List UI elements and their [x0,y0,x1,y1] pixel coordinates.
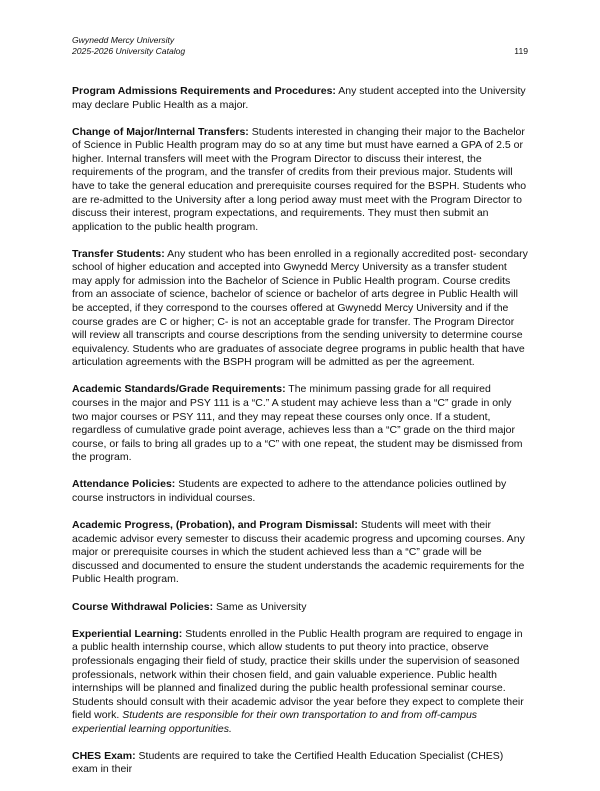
header-university: Gwynedd Mercy University [72,35,175,45]
section-title: Course Withdrawal Policies: [72,600,214,613]
section-text: Any student accepted into the University may declare Public Health as a major. [72,85,526,111]
page-body [72,85,528,791]
section-text: Any student who has been enrolled in a regionally accredited post- secondary school of higher education and accepted into Gwynedd Mercy University as a transfer student may apply for admission into the Bachelor of Science in Public Health program. Course credits from an associate of science, bachelor of science or bachelor of arts degree in Public Health will be accepted, if they correspond to the courses offered at Gwynedd Mercy University and if the course grades are C or higher; C- is not an acceptable grade for transfer. The Program Director will review all transcripts and course descriptions from the sending university to determine course equivalency. Students who are graduates of associate degree programs in public health that have articulation agreements with the BSPH program will be admitted as per the agreement. [72,247,528,369]
section-text: Students are required to take the Certified Health Education Specialist (CHES) exam in their [72,749,504,776]
section-academic-standards [72,383,528,464]
section-italic-note: Students are responsible for their own transportation to and from off-campus experiential learning opportunities. [72,709,478,735]
section-course-withdrawal [72,601,528,615]
section-attendance [72,478,528,505]
section-title: Transfer Students: [72,247,165,260]
section-title: Attendance Policies: [72,478,176,491]
section-title: Academic Standards/Grade Requirements: [72,383,286,396]
section-text: Students will meet with their academic advisor every semester to discuss their academic progress and upcoming courses. Any major or prerequisite courses in which the student achieved less than a “C” grade will be discussed and documented to ensure the student understands the academic requirements for the Public Health program. [72,519,525,586]
page-number: 119 [514,46,528,56]
section-ches-exam [72,750,528,777]
section-text: Students interested in changing their major to the Bachelor of Science in Public Health program may do so at any time but must have earned a GPA of 2.5 or higher. Internal transfers will meet with the Program Director to discuss their interest, the requirements of the program, and the transfer of credits from their previous major. Students will have to take the general education and prerequisite courses required for the BSPH. Students who are re-admitted to the University after a long period away must meet with the Program Director to discuss their interest, program expectations, and requirements. They must then submit an application to the public health program. [72,125,527,233]
section-transfer-students [72,248,528,370]
section-text: Students enrolled in the Public Health program are required to engage in a public health internship course, which allow students to put theory into practice, observe professionals engaging their field of study, practice their skills under the supervision of seasoned professionals, network within their chosen field, and gain valuable experience. Public health internships will be planned and finalized during the public health professional seminar course. Students should consult with their academic advisor the year before they expect to complete their field work. [72,627,524,722]
section-experiential-learning [72,628,528,736]
section-text: Same as University [213,600,307,613]
section-admissions [72,85,528,112]
page-header [72,35,528,57]
section-change-of-major [72,126,528,234]
section-title: CHES Exam: [72,749,136,762]
section-academic-progress [72,519,528,587]
section-title: Change of Major/Internal Transfers: [72,125,249,138]
header-catalog: 2025-2026 University Catalog [72,46,186,56]
section-title: Academic Progress, (Probation), and Program Dismissal: [72,519,358,532]
section-text: Students are expected to adhere to the attendance policies outlined by course instructors in individual courses. [72,478,507,504]
section-title: Experiential Learning: [72,627,183,640]
section-text: The minimum passing grade for all required courses in the major and PSY 111 is a “C.” A student may achieve less than a “C” grade in only two major courses or PSY 111, and they may repeat these courses only once. If a student, regardless of cumulative grade point average, achieves less than a “C” grade on the third major course, or fails to bring all grades up to a “C” with one repeat, the student may be dismissed from the program. [72,383,523,464]
section-title: Program Admissions Requirements and Procedures: [72,85,336,97]
